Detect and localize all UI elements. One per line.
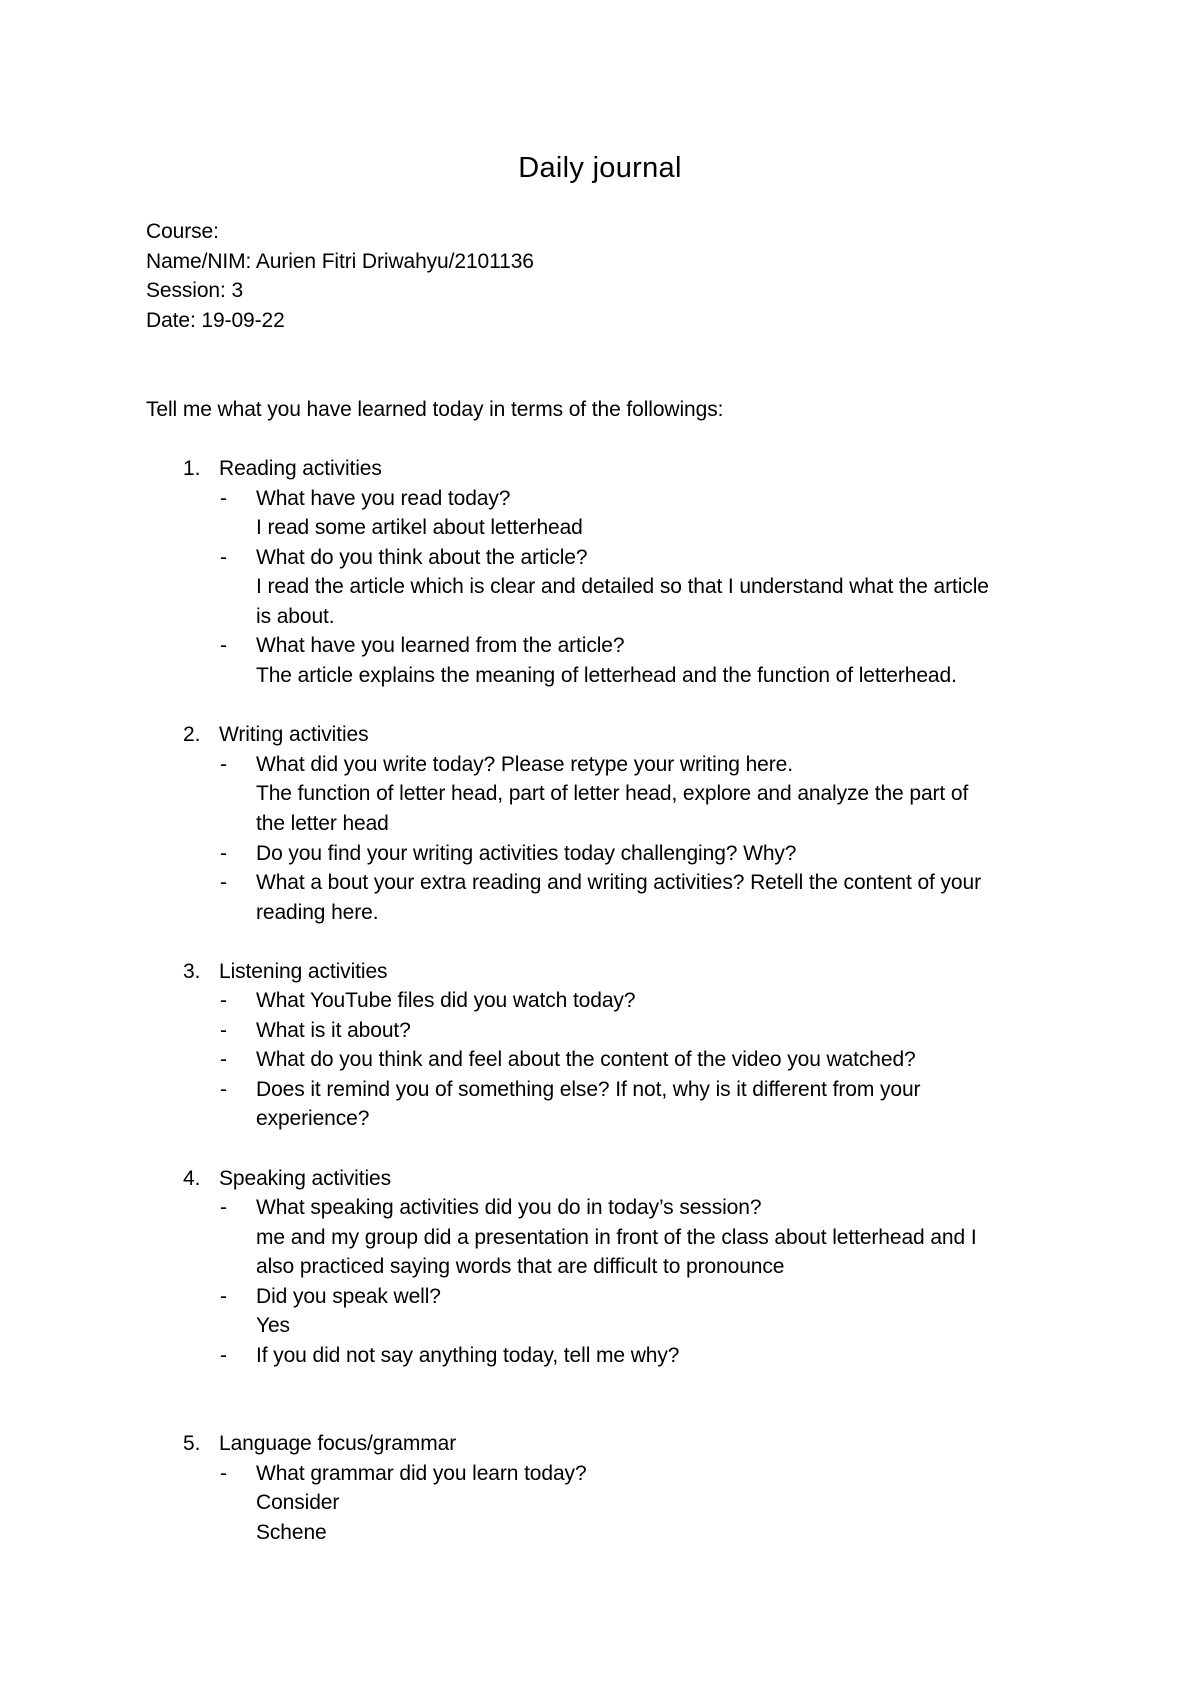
bullet-dash: -	[220, 1285, 227, 1308]
bullet-dash: -	[220, 487, 227, 510]
answer: is about.	[256, 605, 335, 628]
question: What a bout your extra reading and writing activities? Retell the content of your	[256, 871, 981, 894]
question: What do you think about the article?	[256, 546, 588, 569]
bullet-dash: -	[220, 871, 227, 894]
question: reading here.	[256, 901, 379, 924]
question: What YouTube files did you watch today?	[256, 989, 636, 1012]
question: What is it about?	[256, 1019, 411, 1042]
bullet-dash: -	[220, 989, 227, 1012]
section-heading: Language focus/grammar	[219, 1432, 457, 1455]
bullet-dash: -	[220, 1462, 227, 1485]
answer: Schene	[256, 1521, 327, 1544]
bullet-dash: -	[220, 634, 227, 657]
answer: I read the article which is clear and detailed so that I understand what the article	[256, 575, 989, 598]
question: Does it remind you of something else? If not, why is it different from your	[256, 1078, 921, 1101]
question: If you did not say anything today, tell me why?	[256, 1344, 680, 1367]
bullet-dash: -	[220, 1019, 227, 1042]
answer: The article explains the meaning of letterhead and the function of letterhead.	[256, 664, 957, 687]
answer: Consider	[256, 1491, 340, 1514]
course-line: Course:	[146, 220, 219, 243]
section-heading: Listening activities	[219, 960, 388, 983]
question: What have you read today?	[256, 487, 511, 510]
answer: the letter head	[256, 812, 389, 835]
bullet-dash: -	[220, 753, 227, 776]
section-heading: Writing activities	[219, 723, 369, 746]
bullet-dash: -	[220, 842, 227, 865]
question: What did you write today? Please retype your writing here.	[256, 753, 793, 776]
section-heading: Speaking activities	[219, 1167, 392, 1190]
section-number: 1.	[183, 457, 201, 480]
question: experience?	[256, 1107, 370, 1130]
bullet-dash: -	[220, 1196, 227, 1219]
answer: Yes	[256, 1314, 290, 1337]
section-number: 2.	[183, 723, 201, 746]
bullet-dash: -	[220, 1344, 227, 1367]
section-number: 5.	[183, 1432, 201, 1455]
question: What speaking activities did you do in today’s session?	[256, 1196, 762, 1219]
question: What grammar did you learn today?	[256, 1462, 587, 1485]
session-line: Session: 3	[146, 279, 244, 302]
bullet-dash: -	[220, 546, 227, 569]
question: What have you learned from the article?	[256, 634, 625, 657]
answer: I read some artikel about letterhead	[256, 516, 583, 539]
answer: The function of letter head, part of letter head, explore and analyze the part of	[256, 782, 969, 805]
name-line: Name/NIM: Aurien Fitri Driwahyu/2101136	[146, 250, 534, 273]
answer: me and my group did a presentation in front of the class about letterhead and I	[256, 1226, 977, 1249]
answer: also practiced saying words that are difficult to pronounce	[256, 1255, 785, 1278]
section-number: 3.	[183, 960, 201, 983]
section-number: 4.	[183, 1167, 201, 1190]
page-title: Daily journal	[518, 152, 682, 184]
bullet-dash: -	[220, 1048, 227, 1071]
question: Did you speak well?	[256, 1285, 441, 1308]
question: What do you think and feel about the content of the video you watched?	[256, 1048, 916, 1071]
bullet-dash: -	[220, 1078, 227, 1101]
intro-line: Tell me what you have learned today in terms of the followings:	[146, 398, 724, 421]
question: Do you find your writing activities today challenging? Why?	[256, 842, 797, 865]
section-heading: Reading activities	[219, 457, 382, 480]
date-line: Date: 19-09-22	[146, 309, 285, 332]
